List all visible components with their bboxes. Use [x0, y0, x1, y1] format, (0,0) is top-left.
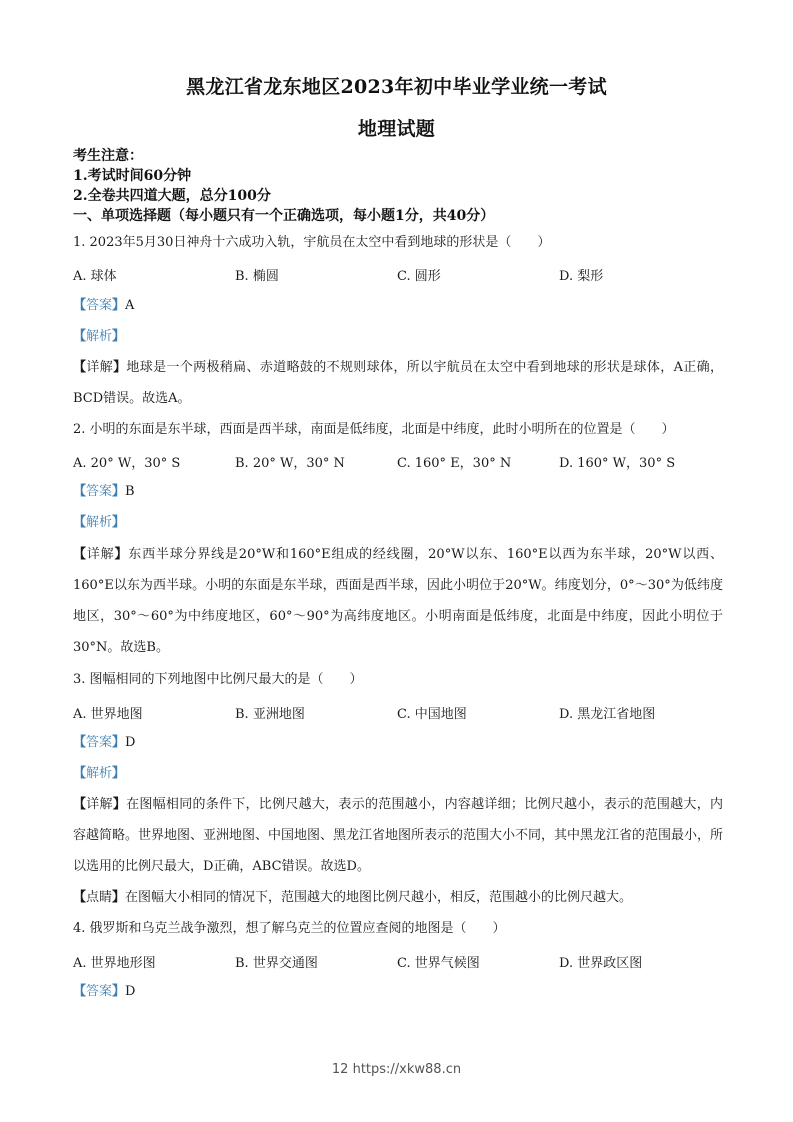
notice-heading: 考生注意：: [73, 148, 143, 164]
document-title: 黑龙江省龙东地区2023年初中毕业学业统一考试: [186, 76, 607, 98]
answer-value: D: [125, 735, 136, 750]
question-1-analysis-label: 【解析】: [73, 329, 126, 344]
page-number: 12: [331, 1062, 349, 1077]
detail-text: 在图幅相同的条件下，比例尺越大，表示的范围越小，内容越详细；比例尺越小，表示的范围越大，内容越简略。世界地图、亚洲地图、中国地图、黑龙江省地图所表示的范围大小不同，其中黑龙江省的范围最小，所以选用的比例尺最大，D正确，ABC错误。故选D。: [73, 797, 724, 874]
question-3-tip: 【点睛】在图幅大小相同的情况下，范围越大的地图比例尺越小，相反，范围越小的比例尺越大。: [73, 890, 633, 905]
question-4-option-b: B. 世界交通图: [235, 956, 318, 971]
question-2-detail: 【详解】东西半球分界线是20°W和160°E组成的经线圈，20°W以东、160°E以西为东半球，20°W以西、160°E以东为西半球。小明的东面是东半球，西面是西半球，因此小明位于20°W。纬度划分，0°～30°为低纬度地区，30°～60°为中纬度地区，60°～90°为高纬度地区。小明南面是低纬度，北面是中纬度，因此小明位于30°N。故选B。: [73, 547, 723, 655]
detail-text: 东西半球分界线是20°W和160°E组成的经线圈，20°W以东、160°E以西为东半球，20°W以西、160°E以东为西半球。小明的东面是东半球，西面是西半球，因此小明位于20°W。纬度划分，0°～30°为低纬度地区，30°～60°为中纬度地区，60°～90°为高纬度地区。小明南面是低纬度，北面是中纬度，因此小明位于30°N。故选B。: [73, 547, 723, 655]
analysis-label: 解析: [86, 329, 113, 344]
question-1-option-a: A. 球体: [73, 269, 117, 284]
answer-value: B: [125, 484, 135, 499]
question-3-option-b: B. 亚洲地图: [235, 707, 305, 722]
question-1-option-d: D. 梨形: [559, 269, 604, 284]
answer-value: D: [125, 984, 136, 999]
tip-text: 在图幅大小相同的情况下，范围越大的地图比例尺越小，相反，范围越小的比例尺越大。: [125, 890, 633, 905]
question-3-option-c: C. 中国地图: [397, 707, 467, 722]
notice-item-2: 2.全卷共四道大题，总分100分: [73, 188, 271, 204]
answer-label: 答案: [86, 735, 113, 750]
question-2-option-d: D. 160° W，30° S: [559, 456, 676, 471]
detail-label: 详解: [86, 360, 114, 375]
question-3-stem: 3. 图幅相同的下列地图中比例尺最大的是（ ）: [73, 672, 363, 687]
notice-item-1: 1.考试时间60分钟: [73, 168, 192, 184]
question-4-options: [73, 952, 733, 970]
answer-label: 答案: [86, 984, 113, 999]
question-3-detail: 【详解】在图幅相同的条件下，比例尺越大，表示的范围越小，内容越详细；比例尺越小，表示的范围越大，内容越简略。世界地图、亚洲地图、中国地图、黑龙江省地图所表示的范围大小不同，其中黑龙江省的范围最小，所以选用的比例尺最大，D正确，ABC错误。故选D。: [73, 797, 724, 874]
tip-label: 点睛: [86, 890, 113, 905]
question-1-option-b: B. 椭圆: [235, 269, 279, 284]
question-4-option-d: D. 世界政区图: [559, 956, 643, 971]
question-1-option-c: C. 圆形: [397, 269, 441, 284]
question-1-detail: 【详解】地球是一个两极稍扁、赤道略鼓的不规则球体，所以宇航员在太空中看到地球的形状是球体，A正确，BCD错误。故选A。: [73, 360, 723, 406]
question-3-answer: 【答案】D: [73, 735, 136, 750]
section-heading: 一、单项选择题（每小题只有一个正确选项，每小题1分，共40分）: [73, 208, 495, 224]
answer-label: 答案: [86, 484, 113, 499]
question-2-options: [73, 452, 733, 470]
question-3-option-d: D. 黑龙江省地图: [559, 707, 656, 722]
detail-text: 地球是一个两极稍扁、赤道略鼓的不规则球体，所以宇航员在太空中看到地球的形状是球体，A正确，BCD错误。故选A。: [73, 360, 723, 406]
question-3-analysis-label: 【解析】: [73, 766, 126, 781]
answer-value: A: [125, 298, 135, 313]
detail-label: 详解: [86, 797, 113, 812]
question-1-stem: 1. 2023年5月30日神舟十六成功入轨，宇航员在太空中看到地球的形状是（ ）: [73, 235, 551, 250]
question-2-analysis-label: 【解析】: [73, 515, 126, 530]
question-2-answer: 【答案】B: [73, 484, 135, 499]
detail-label: 详解: [86, 547, 115, 562]
document-subtitle: 地理试题: [357, 118, 436, 140]
question-3-option-a: A. 世界地图: [73, 707, 143, 722]
analysis-label: 解析: [86, 766, 113, 781]
question-4-option-c: C. 世界气候图: [397, 956, 480, 971]
page-footer: [0, 1062, 793, 1077]
question-4-answer: 【答案】D: [73, 984, 136, 999]
footer-url[interactable]: https://xkw88.cn: [352, 1062, 462, 1077]
question-2-option-b: B. 20° W，30° N: [235, 456, 345, 471]
question-2-option-c: C. 160° E，30° N: [397, 456, 512, 471]
analysis-label: 解析: [86, 515, 113, 530]
answer-label: 答案: [86, 298, 113, 313]
question-3-options: [73, 703, 733, 721]
question-2-option-a: A. 20° W，30° S: [73, 456, 181, 471]
question-2-stem: 2. 小明的东面是东半球，西面是西半球，南面是低纬度，北面是中纬度，此时小明所在的位置是（ ）: [73, 422, 675, 437]
question-4-stem: 4. 俄罗斯和乌克兰战争激烈，想了解乌克兰的位置应查阅的地图是（ ）: [73, 921, 506, 936]
question-1-options: [73, 265, 733, 283]
question-4-option-a: A. 世界地形图: [73, 956, 156, 971]
question-1-answer: 【答案】A: [73, 298, 135, 313]
